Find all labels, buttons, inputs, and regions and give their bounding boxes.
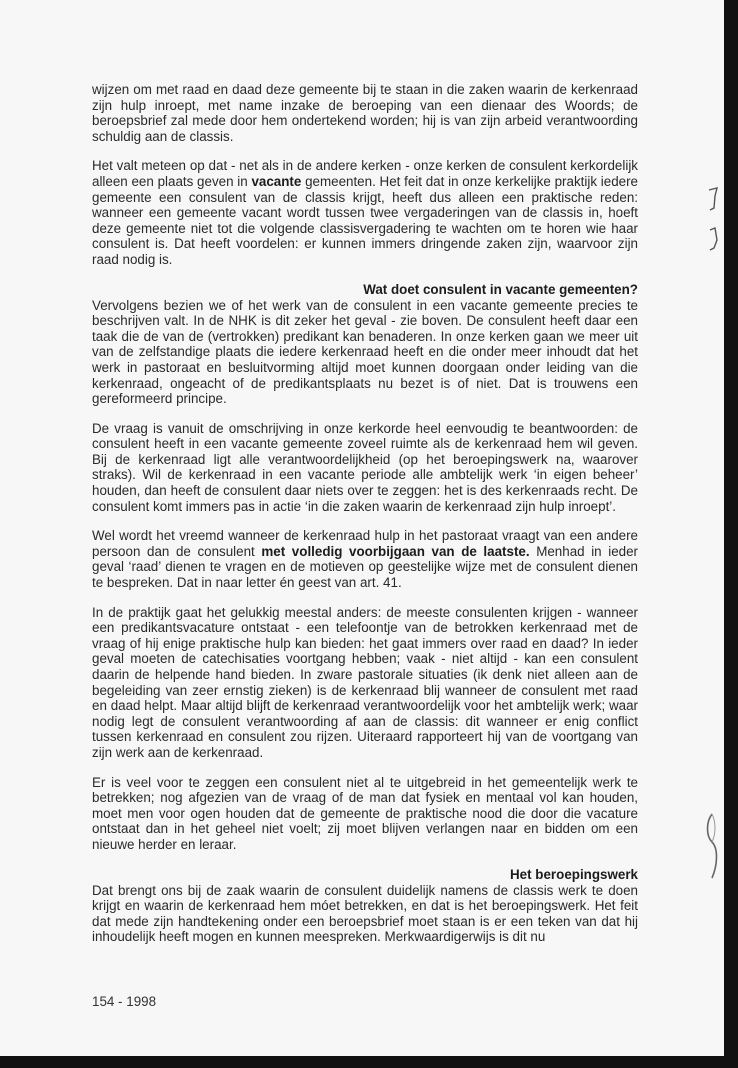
paragraph-6: In de praktijk gaat het gelukkig meestal anders: de meeste consulenten krijgen - wanneer een predikantsvacature ontstaat - een telefoontje van de betrokken kerkenraad met de vraag of hij enige praktische hulp kan bieden: het gaat immers over raad en daad? In ieder geval moeten de catechisaties voortgang hebben; vaak - niet altijd - kan een consulent daarin de helpende hand bieden. In zware pastorale situaties (ik denk niet alleen aan de begeleiding van zeer ernstig zieken) is de kerkenraad blij wanneer de consulent met raad en daad helpt. Maar altijd blijft de kerkenraad verantwoordelijk voor het ambtelijk werk; waar nodig legt de consulent verantwoording af aan de classis: dit wanneer er enig conflict tussen kerkenraad en consulent zou rijzen. Uiteraard rapporteert hij van de voortgang van zijn werk aan de kerkenraad. [92, 604, 638, 760]
paragraph-3: Vervolgens bezien we of het werk van de consulent in een vacante gemeente precies te beschrijven valt. In de NHK is dit zeker het geval - zie boven. De consulent heeft daar een taak die de van de (vertrokken) predikant kan benaderen. In onze kerken gaan we meer uit van de zelfstandige plaats die iedere kerkenraad heeft en die onder meer inhoudt dat het werk in pastoraat en besluitvorming altijd moet kunnen doorgaan onder leiding van die kerkenraad, ongeacht of de predikantsplaats nu bezet is of niet. Dat is trouwens een gereformeerd principe. [92, 297, 638, 407]
paragraph-2-text-b: gemeenten. Het feit dat in onze kerkelijke praktijk iedere gemeente een consulent van de classis krijgt, heeft dus alleen een praktische reden: wanneer een gemeente vacant wordt tussen twee vergaderingen van de classis in, hoeft deze gemeente niet tot die volgende classisvergadering te wachten om te horen wie haar consulent is. Dat heeft voordelen: er kunnen immers dringende zaken zijn, waarvoor zijn raad nodig is. [92, 173, 638, 267]
bold-voorbijgaan: met volledig voorbijgaan van de laatste. [261, 543, 530, 559]
section-heading-consulent: Wat doet consulent in vacante gemeenten? [363, 281, 638, 297]
paragraph-5-text-a: Wel wordt het vreemd wanneer de kerkenraad hulp in het pastoraat vraagt van een andere persoon dan de consulent [92, 528, 638, 559]
margin-clip-icon [704, 812, 720, 882]
text-column [92, 82, 638, 959]
paragraph-5 [92, 528, 638, 590]
paragraph-1: wijzen om met raad en daad deze gemeente bij te staan in die zaken waarin de kerkenraad zijn hulp inroept, met name inzake de beroeping van een dienaar des Woords; de beroepsbrief zal mede door hem ondertekend worden; hij is van zijn arbeid verantwoording schuldig aan de classis. [92, 82, 638, 144]
page-number: 154 - 1998 [92, 994, 157, 1009]
margin-bracket-icon [706, 186, 720, 256]
bold-vacante: vacante [251, 173, 302, 189]
paragraph-8: Dat brengt ons bij de zaak waarin de consulent duidelijk namens de classis werk te doen krijgt en waarin de kerkenraad hem móet betrekken, en dat is het beroepingswerk. Het feit dat mede zijn handtekening onder een beroepsbrief moet staan is er een teken van dat hij inhoudelijk heeft mogen en kunnen meespreken. Merkwaardigerwijs is dit nu [92, 882, 638, 945]
paragraph-7: Er is veel voor te zeggen een consulent niet al te uitgebreid in het gemeentelijk werk te betrekken; nog afgezien van de vraag of de man dat fysiek en mentaal vol kan houden, moet men voor ogen houden dat de gemeente de praktische nood die door die vacature ontstaat dan in het geheel niet voelt; zij moet blijven verlangen naar en bidden om een nieuwe herder en leraar. [92, 774, 638, 852]
section-heading-beroepingswerk: Het beroepingswerk [510, 866, 638, 882]
paragraph-2-text-a: Het valt meteen op dat - net als in de andere kerken - onze kerken de consulent kerkordelijk alleen een plaats geven in [92, 158, 638, 189]
paragraph-5-text-b: Menhad in ieder geval ‘raad’ dienen te vragen en de motieven op geestelijke wijze met de consulent dienen te bespreken. Dat in naar letter én geest van art. 41. [92, 543, 639, 591]
paragraph-2 [92, 158, 638, 267]
paragraph-4: De vraag is vanuit de omschrijving in onze kerkorde heel eenvoudig te beantwoorden: de consulent heeft in een vacante gemeente zoveel ruimte als de kerkenraad hem wil geven. Bij de kerkenraad ligt alle verantwoordelijkheid (op het beroepingswerk na, waarover straks). Wil de kerkenraad in een vacante periode alle ambtelijk werk ‘in eigen beheer’ houden, dan heeft de consulent daar niets over te zeggen: het is des kerkenraads recht. De consulent komt immers pas in actie ‘in die zaken waarin de kerkenraad zijn hulp inroept’. [92, 420, 638, 514]
